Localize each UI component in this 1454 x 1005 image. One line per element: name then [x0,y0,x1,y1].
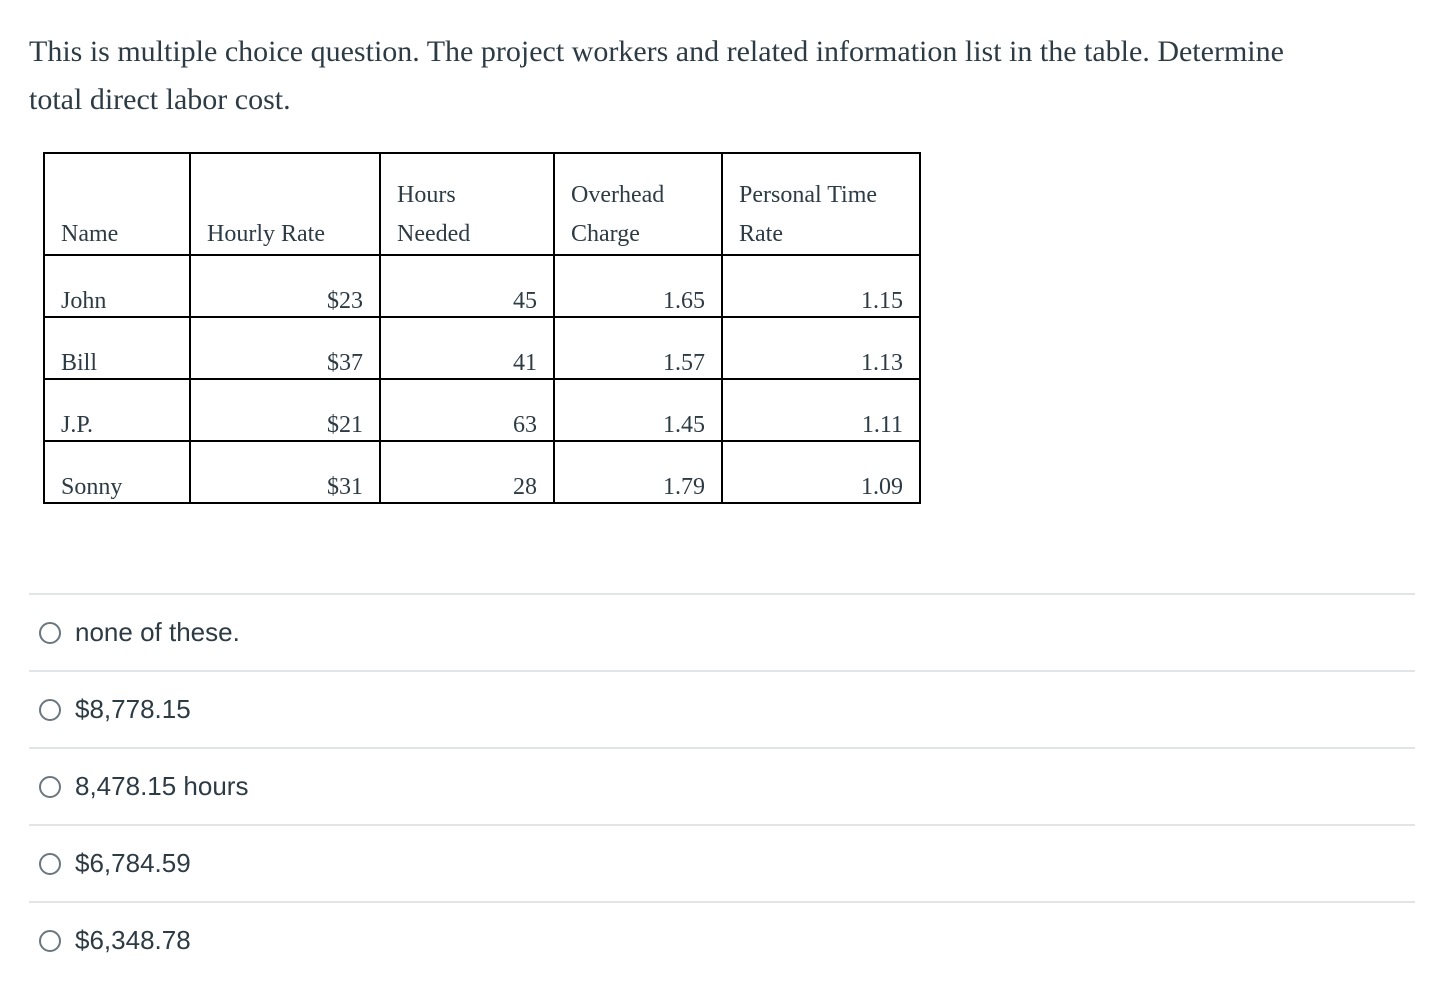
question-line-2: total direct labor cost. [29,83,291,116]
cell-hourly-rate: $31 [190,441,380,503]
cell-hourly-rate: $37 [190,317,380,379]
table-row [44,441,920,503]
question-line-1: This is multiple choice question. The project workers and related information list in the table. Determine [29,35,1284,68]
answer-option-8478-hours[interactable] [29,747,1415,824]
radio-button[interactable] [39,699,61,721]
header-overhead-charge: Overhead Charge [554,153,722,255]
header-name: Name [44,153,190,255]
header-personal-time-rate: Personal Time Rate [722,153,920,255]
table-row [44,255,920,317]
radio-button[interactable] [39,853,61,875]
answer-option-8778[interactable] [29,670,1415,747]
answer-label: $8,778.15 [75,694,191,724]
cell-hours-needed: 63 [380,379,554,441]
cell-name: Sonny [44,441,190,503]
header-hourly-rate: Hourly Rate [190,153,380,255]
radio-button[interactable] [39,776,61,798]
radio-button[interactable] [39,930,61,952]
answer-label: 8,478.15 hours [75,771,249,801]
answer-label: $6,784.59 [75,848,191,878]
cell-overhead-charge: 1.57 [554,317,722,379]
table-row [44,317,920,379]
cell-personal-time-rate: 1.15 [722,255,920,317]
workers-table [43,152,921,504]
cell-name: J.P. [44,379,190,441]
cell-personal-time-rate: 1.11 [722,379,920,441]
header-hours-needed: Hours Needed [380,153,554,255]
cell-hours-needed: 45 [380,255,554,317]
cell-name: John [44,255,190,317]
cell-hours-needed: 28 [380,441,554,503]
cell-overhead-charge: 1.79 [554,441,722,503]
answer-option-6348[interactable] [29,901,1415,978]
answer-label: none of these. [75,617,240,647]
answer-label: $6,348.78 [75,925,191,955]
cell-hourly-rate: $21 [190,379,380,441]
answer-option-6784[interactable] [29,824,1415,901]
question-text [29,28,1419,124]
cell-hourly-rate: $23 [190,255,380,317]
cell-hours-needed: 41 [380,317,554,379]
answer-list [29,593,1415,978]
cell-overhead-charge: 1.45 [554,379,722,441]
table-row [44,379,920,441]
cell-overhead-charge: 1.65 [554,255,722,317]
cell-personal-time-rate: 1.13 [722,317,920,379]
cell-personal-time-rate: 1.09 [722,441,920,503]
cell-name: Bill [44,317,190,379]
table-header-row [44,153,920,255]
radio-button[interactable] [39,622,61,644]
answer-option-none[interactable] [29,593,1415,670]
